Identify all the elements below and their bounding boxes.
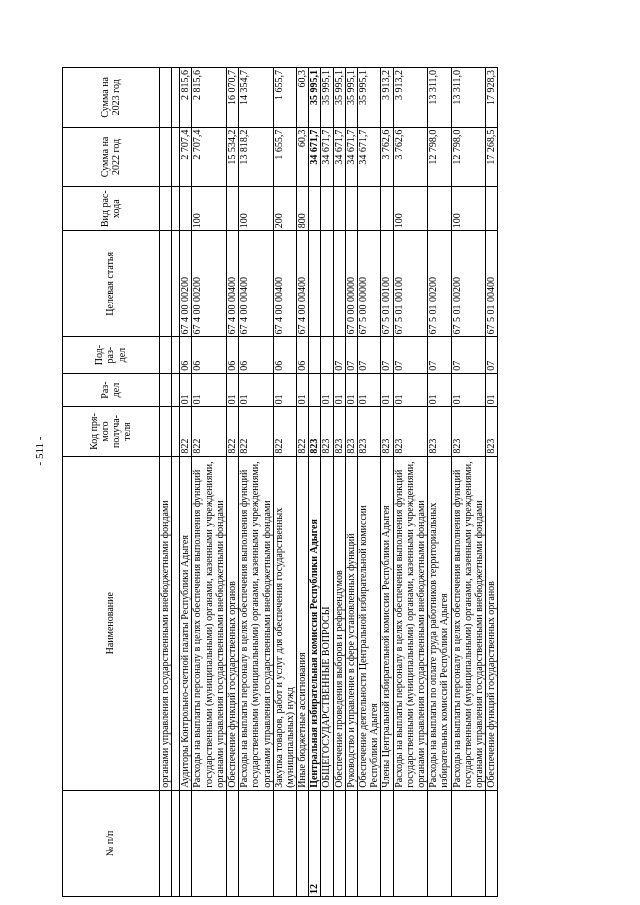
cell-code: 822 [297, 407, 309, 456]
cell-sum-2023: 35 995,1 [309, 68, 321, 128]
cell-sum-2023 [172, 68, 180, 128]
cell-sum-2022 [172, 127, 180, 187]
cell-razdel [160, 373, 172, 407]
cell-sum-2023: 35 995,1 [333, 68, 345, 128]
cell-name: Обеспечение деятельности Центральной избирательной комиссии Республики Адыгея [358, 456, 381, 790]
cell-code: 823 [428, 407, 451, 456]
cell-num [297, 790, 309, 896]
cell-code: 823 [451, 407, 486, 456]
cell-sum-2023: 16 070,7 [226, 68, 238, 128]
table-row [192, 68, 227, 897]
cell-sum-2022: 34 671,7 [321, 127, 333, 187]
cell-podrazdel: 06 [239, 337, 274, 373]
cell-name: Расходы на выплаты персоналу в целях обеспечения выполнения функций государственными (муниципальными) органами, казенными учреждениями, органами управления государственными внебюджетными фондами [192, 456, 227, 790]
cell-razdel: 01 [180, 373, 192, 407]
cell-name: Иные бюджетные ассигнования [297, 456, 309, 790]
header-code: Код пря- мого получа- теля [63, 407, 160, 456]
cell-vid [226, 187, 238, 231]
cell-podrazdel: 07 [358, 337, 381, 373]
rotated-page [62, 37, 582, 897]
page-number: - 511 - [34, 436, 46, 466]
cell-article: 67 5 00 00000 [358, 231, 381, 337]
cell-code: 823 [486, 407, 498, 456]
cell-razdel: 01 [428, 373, 451, 407]
cell-name: Расходы на выплаты персоналу в целях обеспечения выполнения функций государственными (муниципальными) органами, казенными учреждениями, органами управления государственными внебюджетными фондами [239, 456, 274, 790]
cell-sum-2023: 35 995,1 [345, 68, 357, 128]
cell-sum-2023: 3 913,2 [393, 68, 428, 128]
cell-sum-2022: 3 762,6 [381, 127, 393, 187]
cell-article: 67 4 00 00200 [180, 231, 192, 337]
cell-vid [381, 187, 393, 231]
cell-article [172, 231, 180, 337]
cell-razdel: 01 [381, 373, 393, 407]
cell-podrazdel: 07 [333, 337, 345, 373]
cell-article [333, 231, 345, 337]
cell-num [393, 790, 428, 896]
cell-num [273, 790, 296, 896]
cell-code: 823 [321, 407, 333, 456]
cell-code: 823 [309, 407, 321, 456]
cell-vid [321, 187, 333, 231]
cell-sum-2022: 2 707,4 [180, 127, 192, 187]
cell-name: Члены Центральной избирательной комиссии Республики Адыгея [381, 456, 393, 790]
cell-sum-2023: 13 311,0 [428, 68, 451, 128]
table-row [321, 68, 333, 897]
cell-article [321, 231, 333, 337]
cell-razdel: 01 [393, 373, 428, 407]
cell-sum-2023: 14 354,7 [239, 68, 274, 128]
cell-name: ОБЩЕГОСУДАРСТВЕННЫЕ ВОПРОСЫ [321, 456, 333, 790]
table-row [160, 68, 172, 897]
cell-code [160, 407, 172, 456]
cell-sum-2023 [160, 68, 172, 128]
table-row [358, 68, 381, 897]
cell-code: 823 [393, 407, 428, 456]
cell-razdel: 01 [273, 373, 296, 407]
cell-sum-2022 [160, 127, 172, 187]
cell-sum-2023: 2 815,6 [180, 68, 192, 128]
header-podrazdel: Под- раз- дел [63, 337, 160, 373]
cell-vid [180, 187, 192, 231]
table-row [451, 68, 486, 897]
table-body [160, 68, 498, 897]
table-row [428, 68, 451, 897]
cell-num [358, 790, 381, 896]
cell-sum-2022: 12 798,0 [451, 127, 486, 187]
cell-sum-2023: 60,3 [297, 68, 309, 128]
cell-name [172, 456, 180, 790]
cell-article [309, 231, 321, 337]
cell-razdel: 01 [239, 373, 274, 407]
cell-podrazdel: 07 [486, 337, 498, 373]
cell-podrazdel: 06 [226, 337, 238, 373]
cell-name: Обеспечение проведения выборов и референдумов [333, 456, 345, 790]
header-name: Наименование [63, 456, 160, 790]
cell-num [172, 790, 180, 896]
cell-razdel [309, 373, 321, 407]
cell-sum-2022: 17 268,5 [486, 127, 498, 187]
cell-article: 67 5 01 00400 [486, 231, 498, 337]
cell-vid [160, 187, 172, 231]
cell-sum-2022: 60,3 [297, 127, 309, 187]
budget-table [62, 67, 498, 897]
cell-sum-2023: 3 913,2 [381, 68, 393, 128]
table-row [345, 68, 357, 897]
cell-razdel: 01 [451, 373, 486, 407]
cell-code: 823 [381, 407, 393, 456]
cell-num [333, 790, 345, 896]
cell-num [160, 790, 172, 896]
cell-podrazdel: 07 [345, 337, 357, 373]
cell-sum-2023: 35 995,1 [321, 68, 333, 128]
cell-podrazdel: 06 [192, 337, 227, 373]
cell-article: 67 4 00 00400 [239, 231, 274, 337]
cell-article: 67 4 00 00400 [273, 231, 296, 337]
cell-razdel: 01 [358, 373, 381, 407]
cell-razdel: 01 [192, 373, 227, 407]
cell-podrazdel [172, 337, 180, 373]
table-row [239, 68, 274, 897]
cell-num [239, 790, 274, 896]
cell-num [192, 790, 227, 896]
cell-vid: 100 [451, 187, 486, 231]
header-num: № п/п [63, 790, 160, 896]
header-sum-2022: Сумма на 2022 год [63, 127, 160, 187]
cell-podrazdel [160, 337, 172, 373]
cell-podrazdel: 07 [428, 337, 451, 373]
cell-name: Обеспечение функций государственных органов [486, 456, 498, 790]
cell-vid: 100 [192, 187, 227, 231]
cell-name: Обеспечение функций государственных органов [226, 456, 238, 790]
cell-vid [486, 187, 498, 231]
cell-num [345, 790, 357, 896]
cell-article: 67 5 01 00200 [451, 231, 486, 337]
cell-sum-2023: 35 995,1 [358, 68, 381, 128]
cell-code: 822 [239, 407, 274, 456]
cell-num: 12 [309, 790, 321, 896]
cell-num [226, 790, 238, 896]
cell-article [160, 231, 172, 337]
cell-article: 67 4 00 00400 [297, 231, 309, 337]
cell-razdel: 01 [297, 373, 309, 407]
cell-code: 822 [226, 407, 238, 456]
cell-podrazdel: 07 [451, 337, 486, 373]
cell-num [486, 790, 498, 896]
table-row [172, 68, 180, 897]
table-row [309, 68, 321, 897]
cell-sum-2022: 34 671,7 [358, 127, 381, 187]
cell-article: 67 0 00 00000 [345, 231, 357, 337]
cell-sum-2022: 2 707,4 [192, 127, 227, 187]
cell-article: 67 5 01 00200 [428, 231, 451, 337]
cell-vid: 800 [297, 187, 309, 231]
cell-podrazdel: 06 [180, 337, 192, 373]
table-row [381, 68, 393, 897]
cell-num [381, 790, 393, 896]
cell-num [451, 790, 486, 896]
cell-name: Расходы на выплаты по оплате труда работников территориальных избирательных комиссий Республики Адыгея [428, 456, 451, 790]
cell-sum-2023: 1 655,7 [273, 68, 296, 128]
header-vid: Вид рас- хода [63, 187, 160, 231]
cell-article: 67 5 01 00100 [381, 231, 393, 337]
cell-article: 67 5 01 00100 [393, 231, 428, 337]
cell-num [321, 790, 333, 896]
header-sum-2023: Сумма на 2023 год [63, 68, 160, 128]
cell-podrazdel [309, 337, 321, 373]
cell-podrazdel: 06 [297, 337, 309, 373]
cell-article: 67 4 00 00200 [192, 231, 227, 337]
cell-name: Расходы на выплаты персоналу в целях обеспечения выполнения функций государственными (муниципальными) органами, казенными учреждениями, органами управления государственными внебюджетными фондами [451, 456, 486, 790]
cell-sum-2022: 34 671,7 [345, 127, 357, 187]
cell-vid [345, 187, 357, 231]
cell-podrazdel [321, 337, 333, 373]
cell-vid: 100 [393, 187, 428, 231]
cell-name: Центральная избирательная комиссия Республики Адыгея [309, 456, 321, 790]
cell-vid [428, 187, 451, 231]
cell-sum-2022: 34 671,7 [333, 127, 345, 187]
header-row [63, 68, 160, 897]
cell-code: 823 [333, 407, 345, 456]
cell-name: Руководство и управление в сфере установленных функций [345, 456, 357, 790]
cell-podrazdel: 07 [393, 337, 428, 373]
header-razdel: Раз- дел [63, 373, 160, 407]
table-row [486, 68, 498, 897]
cell-code [172, 407, 180, 456]
table-row [180, 68, 192, 897]
table-row [393, 68, 428, 897]
cell-sum-2023: 2 815,6 [192, 68, 227, 128]
cell-sum-2022: 34 671,7 [309, 127, 321, 187]
cell-code: 822 [180, 407, 192, 456]
cell-sum-2022: 12 798,0 [428, 127, 451, 187]
cell-sum-2022: 3 762,6 [393, 127, 428, 187]
table-row [297, 68, 309, 897]
cell-podrazdel: 06 [273, 337, 296, 373]
cell-sum-2022: 13 818,2 [239, 127, 274, 187]
header-article: Целевая статья [63, 231, 160, 337]
cell-razdel: 01 [486, 373, 498, 407]
cell-name: Аудиторы Контрольно-счетной палаты Республики Адыгея [180, 456, 192, 790]
cell-sum-2022: 15 534,2 [226, 127, 238, 187]
cell-name: Расходы на выплаты персоналу в целях обеспечения выполнения функций государственными (муниципальными) органами, казенными учреждениями, органами управления государственными внебюджетными фондами [393, 456, 428, 790]
cell-code: 822 [192, 407, 227, 456]
cell-num [180, 790, 192, 896]
table-row [333, 68, 345, 897]
cell-razdel: 01 [333, 373, 345, 407]
cell-razdel [172, 373, 180, 407]
table-row [273, 68, 296, 897]
cell-name: Закупка товаров, работ и услуг для обеспечения государственных (муниципальных) нужд [273, 456, 296, 790]
cell-razdel: 01 [226, 373, 238, 407]
cell-vid [309, 187, 321, 231]
cell-article: 67 4 00 00400 [226, 231, 238, 337]
cell-sum-2023: 17 928,3 [486, 68, 498, 128]
cell-sum-2023: 13 311,0 [451, 68, 486, 128]
cell-name: органами управления государственными внебюджетными фондами [160, 456, 172, 790]
cell-razdel: 01 [345, 373, 357, 407]
cell-code: 823 [358, 407, 381, 456]
cell-vid: 200 [273, 187, 296, 231]
cell-code: 822 [273, 407, 296, 456]
cell-razdel: 01 [321, 373, 333, 407]
cell-vid [172, 187, 180, 231]
cell-code: 823 [345, 407, 357, 456]
cell-podrazdel: 07 [381, 337, 393, 373]
cell-num [428, 790, 451, 896]
cell-vid [333, 187, 345, 231]
cell-vid: 100 [239, 187, 274, 231]
table-row [226, 68, 238, 897]
cell-sum-2022: 1 655,7 [273, 127, 296, 187]
cell-vid [358, 187, 381, 231]
